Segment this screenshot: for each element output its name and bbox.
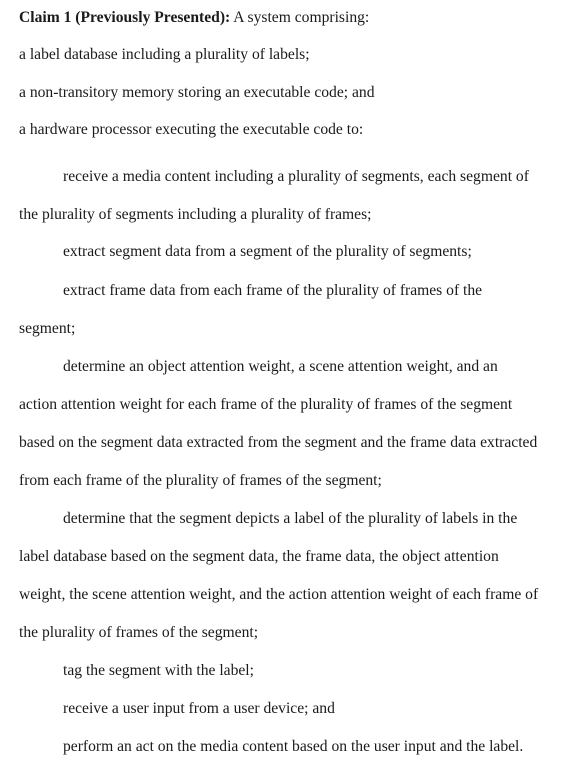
claim-line-determine-weights-cont1: action attention weight for each frame of the plurality of frames of the segment [19,396,513,413]
claim-line-determine-label-cont3: the plurality of frames of the segment; [19,624,259,641]
claim-line-determine-label-cont1: label database based on the segment data, the frame data, the object attention [19,548,499,565]
claim-line-receive-input: receive a user input from a user device; and [63,700,335,717]
claim-line-determine-weights-cont2: based on the segment data extracted from the segment and the frame data extracted [19,434,538,451]
claim-line-determine-label: determine that the segment depicts a label of the plurality of labels in the [63,510,518,527]
claim-line-determine-weights-cont3: from each frame of the plurality of frames of the segment; [19,472,382,489]
claim-line-determine-label-cont2: weight, the scene attention weight, and the action attention weight of each frame of [19,586,539,603]
claim-line-label-database: a label database including a plurality of labels; [19,46,310,63]
claim-line-extract-frame-cont: segment; [19,320,76,337]
claim-line-extract-segment: extract segment data from a segment of the plurality of segments; [63,243,472,260]
claim-line-tag-segment: tag the segment with the label; [63,662,254,679]
claim-line-determine-weights: determine an object attention weight, a scene attention weight, and an [63,358,498,375]
claim-line-receive-media: receive a media content including a plurality of segments, each segment of [63,168,529,185]
claim-line-memory: a non-transitory memory storing an executable code; and [19,84,375,101]
claim-line-processor: a hardware processor executing the executable code to: [19,121,364,138]
claim-line-extract-frame: extract frame data from each frame of the plurality of frames of the [63,282,483,299]
claim-heading-rest: A system comprising: [230,9,370,26]
claim-heading-line [19,9,369,27]
claim-line-receive-media-cont: the plurality of segments including a plurality of frames; [19,206,372,223]
claim-heading: Claim 1 (Previously Presented): [19,9,231,26]
claim-line-perform-act: perform an act on the media content based on the user input and the label. [63,738,524,755]
